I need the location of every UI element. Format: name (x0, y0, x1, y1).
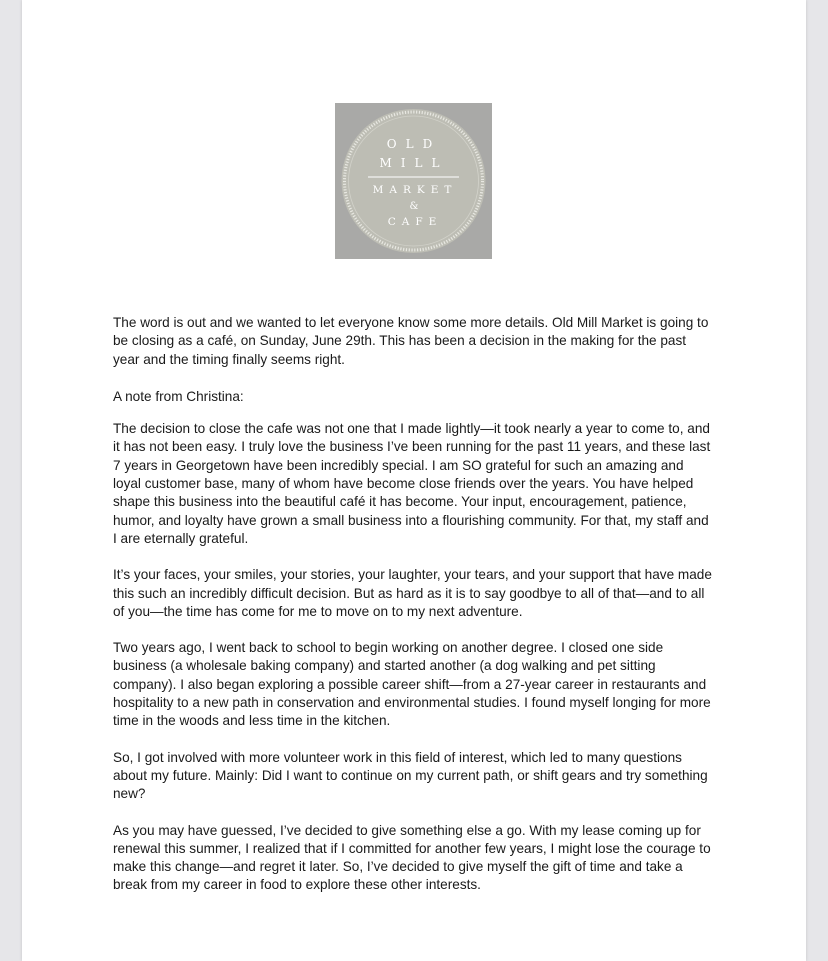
logo-seal-circle (342, 109, 486, 253)
note-heading: A note from Christina: (113, 388, 244, 404)
letter-body (113, 314, 713, 913)
logo-ampersand: & (409, 201, 419, 212)
document-page (22, 0, 806, 961)
logo-word-old: OLD (386, 137, 442, 151)
letter-paragraph: Two years ago, I went back to school to begin working on another degree. I closed one side business (a wholesale baking company) and started another (a dog walking and pet sitting company). I also began exploring a possible career shift—from a 27-year career in restaurants and hospitality to a new path in conservation and environmental studies. I found myself longing for more time in the woods and less time in the kitchen. (113, 640, 711, 729)
logo-word-cafe: CAFE (387, 216, 443, 228)
letter-paragraph: It’s your faces, your smiles, your stories, your laughter, your tears, and your support that have made this such an incredibly difficult decision. But as hard as it is to say goodbye to all of that—and to all of you—the time has come for me to move on to my next adventure. (113, 567, 712, 619)
letter-paragraph: So, I got involved with more volunteer work in this field of interest, which led to many questions about my future. Mainly: Did I want to continue on my current path, or shift gears and try something new? (113, 749, 708, 802)
logo-seal-graphic (335, 103, 492, 259)
old-mill-logo (335, 103, 492, 259)
letter-paragraph: As you may have guessed, I’ve decided to give something else a go. With my lease coming up for renewal this summer, I realized that if I committed for another few years, I might lose the courage to make this change—and regret it later. So, I’ve decided to give myself the gift of time and take a break from my career in food to explore these other interests. (113, 822, 711, 893)
logo-word-market: MARKET (372, 184, 458, 196)
logo-word-mill: MILL (379, 156, 449, 170)
intro-paragraph: The word is out and we wanted to let everyone know some more details. Old Mill Market is going to be closing as a café, on Sunday, June 29th. This has been a decision in the making for the past year and the timing finally seems right. (113, 315, 709, 367)
letter-paragraph: The decision to close the cafe was not one that I made lightly—it took nearly a year to come to, and it has not been easy. I truly love the business I’ve been running for the past 11 years, and these last 7 years in Georgetown have been incredibly special. I am SO grateful for such an amazing and loyal customer base, many of whom have become close friends over the years. You have helped shape this business into the beautiful café it has become. Your input, encouragement, patience, humor, and loyalty have grown a small business into a flourishing community. For that, my staff and I are eternally grateful. (113, 421, 711, 546)
